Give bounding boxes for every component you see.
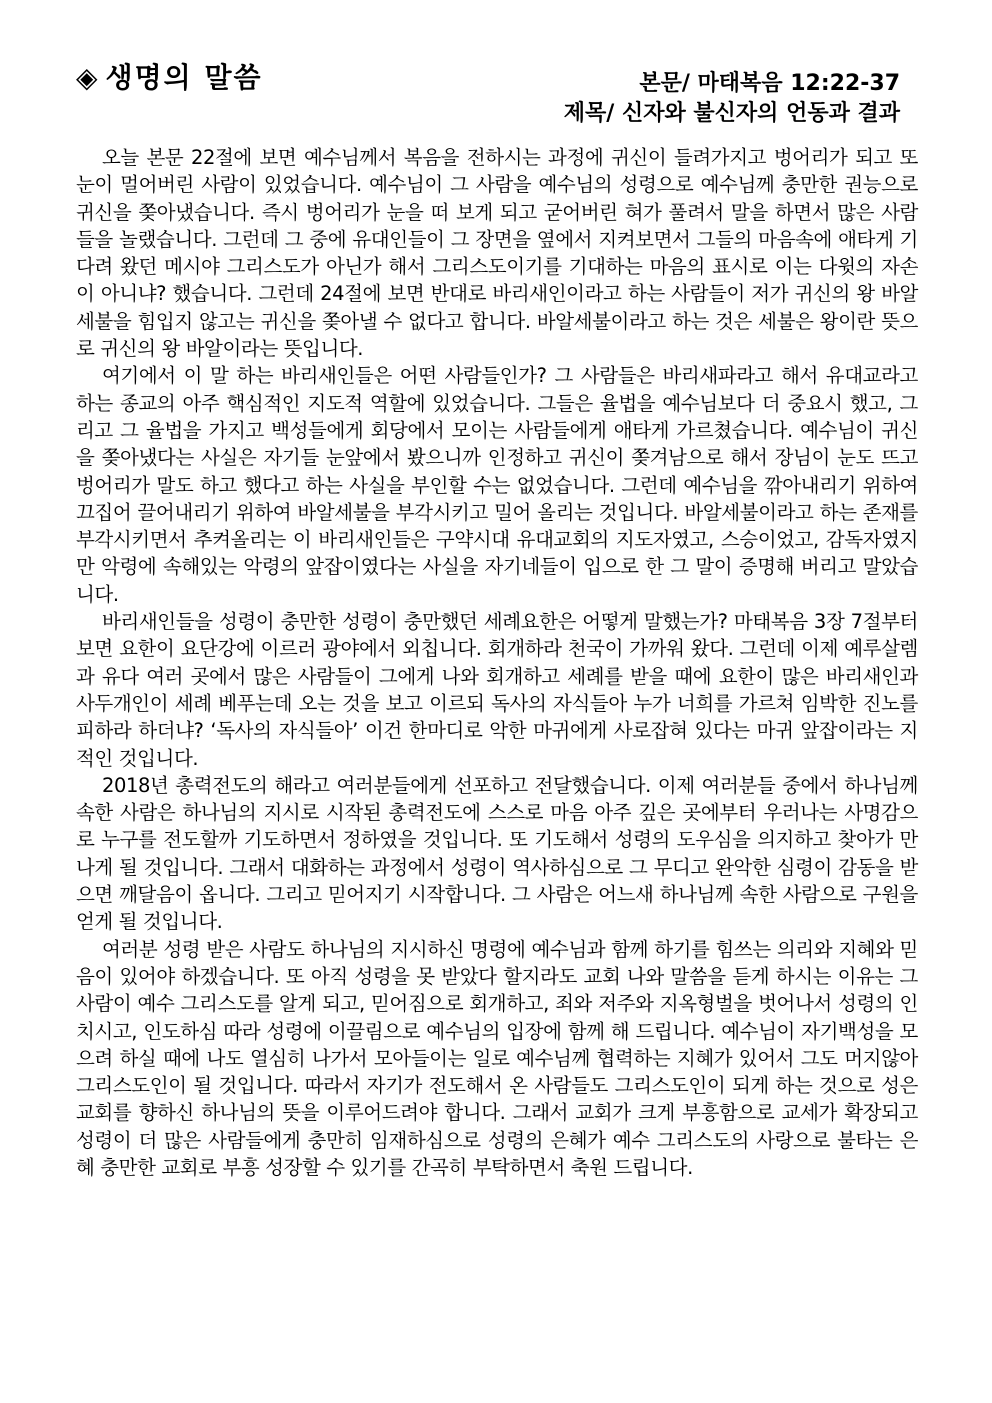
- sermon-body: [76, 144, 918, 1181]
- section-title: [76, 56, 263, 96]
- sermon-page: [76, 52, 918, 1181]
- sermon-header: [76, 52, 918, 144]
- paragraph-2: 여기에서 이 말 하는 바리새인들은 어떤 사람들인가? 그 사람들은 바리새파라고 해서 유대교라고 하는 종교의 아주 핵심적인 지도적 역할에 있었습니다. 그들은 율법을 예수님보다 더 중요시 했고, 그리고 그 율법을 가지고 백성들에게 회당에서 모이는 사람들에게 애타게 가르쳤습니다. 예수님이 귀신을 쫒아냈다는 사실은 자기들 눈앞에서 봤으니까 인정하고 귀신이 쫒겨남으로 해서 장님이 눈도 뜨고 벙어리가 말도 하고 했다고 하는 사실을 부인할 수는 없었습니다. 그런데 예수님을 깎아내리기 위하여 끄집어 끌어내리기 위하여 바알세불을 부각시키고 밀어 올리는 것입니다. 바알세불이라고 하는 존재를 부각시키면서 추켜올리는 이 바리새인들은 구약시대 유대교회의 지도자였고, 스승이었고, 감독자였지만 악령에 속해있는 악령의 앞잡이였다는 사실을 자기네들이 입으로 한 그 말이 증명해 버리고 말았습니다.: [76, 364, 918, 606]
- scripture-reference: 본문/ 마태복음 12:22-37: [639, 71, 900, 96]
- subject-label: 제목/: [563, 100, 615, 126]
- sermon-subject: [564, 96, 900, 127]
- section-title-text: 생명의 말씀: [105, 61, 263, 94]
- paragraph-4: 2018년 총력전도의 해라고 여러분들에게 선포하고 전달했습니다. 이제 여러분들 중에서 하나님께 속한 사람은 하나님의 지시로 시작된 총력전도에 스스로 마음 아주 깊은 곳에부터 우러나는 사명감으로 누구를 전도할까 기도하면서 정하였을 것입니다. 또 기도해서 성령의 도우심을 의지하고 찾아가 만나게 될 것입니다. 그래서 대화하는 과정에서 성령이 역사하심으로 그 무디고 완악한 심령이 감동을 받으면 깨달음이 옵니다. 그리고 믿어지기 시작합니다. 그 사람은 어느새 하나님께 속한 사람으로 구원을 얻게 될 것입니다.: [76, 773, 918, 934]
- paragraph-3: 바리새인들을 성령이 충만한 성령이 충만했던 세례요한은 어떻게 말했는가? 마태복음 3장 7절부터보면 요한이 요단강에 이르러 광야에서 외칩니다. 회개하라 천국이 가까워 왔다. 그런데 이제 예루살렘과 유다 여러 곳에서 많은 사람들이 그에게 나와 회개하고 세례를 받을 때에 요한이 많은 바리새인과 사두개인이 세례 베푸는데 오는 것을 보고 이르되 독사의 자식들아 누가 너희를 가르쳐 임박한 진노를 피하라 하더냐? ‘독사의 자식들아’ 이건 한마디로 악한 마귀에게 사로잡혀 있다는 마귀 앞잡이라는 지적인 것입니다.: [76, 610, 918, 770]
- paragraph-1: 오늘 본문 22절에 보면 예수님께서 복음을 전하시는 과정에 귀신이 들려가지고 벙어리가 되고 또 눈이 멀어버린 사람이 있었습니다. 예수님이 그 사람을 예수님의 성령으로 예수님께 충만한 권능으로 귀신을 쫒아냈습니다. 즉시 벙어리가 눈을 떠 보게 되고 굳어버린 혀가 풀려서 말을 하면서 많은 사람들을 놀랬습니다. 그런데 그 중에 유대인들이 그 장면을 옆에서 지켜보면서 그들의 마음속에 애타게 기다려 왔던 메시야 그리스도가 아닌가 해서 그리스도이기를 기대하는 마음의 표시로 이는 다윗의 자손이 아니냐? 했습니다. 그런데 24절에 보면 반대로 바리새인이라고 하는 사람들이 저가 귀신의 왕 바알세불을 힘입지 않고는 귀신을 쫒아낼 수 없다고 합니다. 바알세불이라고 하는 것은 세불은 왕이란 뜻으로 귀신의 왕 바알이라는 뜻입니다.: [76, 146, 918, 361]
- diamond-bullet-icon: ◈: [76, 61, 100, 94]
- subject-text: 신자와 불신자의 언동과 결과: [614, 101, 900, 126]
- paragraph-5: 여러분 성령 받은 사람도 하나님의 지시하신 명령에 예수님과 함께 하기를 힘쓰는 의리와 지혜와 믿음이 있어야 하겠습니다. 또 아직 성령을 못 받았다 할지라도 교회 나와 말씀을 듣게 하시는 이유는 그 사람이 예수 그리스도를 알게 되고, 믿어짐으로 회개하고, 죄와 저주와 지옥형벌을 벗어나서 성령의 인치시고, 인도하심 따라 성령에 이끌림으로 예수님의 입장에 함께 해 드립니다. 예수님이 자기백성을 모으려 하실 때에 나도 열심히 나가서 모아들이는 일로 예수님께 협력하는 지혜가 있어서 그도 머지않아 그리스도인이 될 것입니다. 따라서 자기가 전도해서 온 사람들도 그리스도인이 되게 하는 것으로 성은교회를 향하신 하나님의 뜻을 이루어드려야 합니다. 그래서 교회가 크게 부흥함으로 교세가 확장되고 성령이 더 많은 사람들에게 충만히 임재하심으로 성령의 은혜가 예수 그리스도의 사랑으로 불타는 은혜 충만한 교회로 부흥 성장할 수 있기를 간곡히 부탁하면서 축원 드립니다.: [76, 937, 918, 1179]
